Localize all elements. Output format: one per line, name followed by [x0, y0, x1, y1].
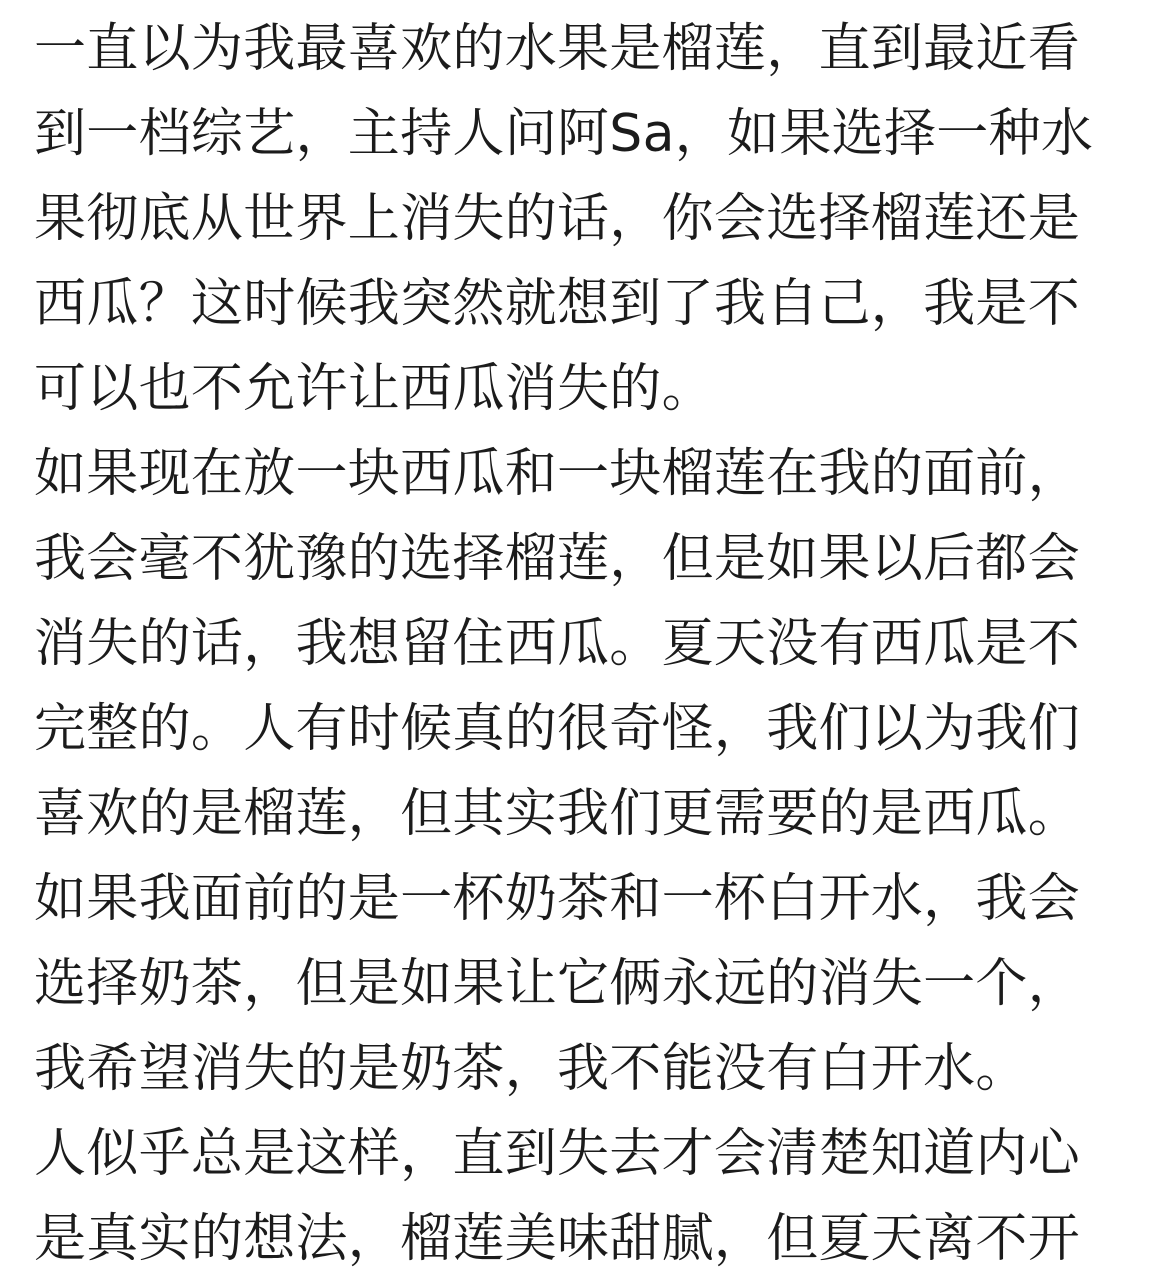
text-line: 人似乎总是这样，直到失去才会清楚知道内心: [34, 1124, 1081, 1184]
text-line: 可以也不允许让西瓜消失的。: [34, 359, 714, 419]
text-line: 选择奶茶，但是如果让它俩永远的消失一个，: [34, 954, 1081, 1014]
text-line: 我希望消失的是奶茶，我不能没有白开水。: [34, 1039, 1028, 1099]
text-line: 喜欢的是榴莲，但其实我们更需要的是西瓜。: [34, 784, 1081, 844]
text-line: 西瓜？这时候我突然就想到了我自己，我是不: [34, 274, 1081, 334]
text-line: 如果我面前的是一杯奶茶和一杯白开水，我会: [34, 869, 1081, 929]
text-line: 消失的话，我想留住西瓜。夏天没有西瓜是不: [34, 614, 1081, 674]
text-line: 果彻底从世界上消失的话，你会选择榴莲还是: [34, 189, 1081, 249]
text-line: 到一档综艺，主持人问阿Sa，如果选择一种水: [34, 104, 1094, 164]
text-line: 是真实的想法，榴莲美味甜腻，但夏天离不开: [34, 1209, 1081, 1269]
article-text: [34, 0, 1144, 1282]
text-line: 我会毫不犹豫的选择榴莲，但是如果以后都会: [34, 529, 1081, 589]
text-line: 完整的。人有时候真的很奇怪，我们以为我们: [34, 699, 1081, 759]
text-line: 如果现在放一块西瓜和一块榴莲在我的面前，: [34, 444, 1081, 504]
text-line: 一直以为我最喜欢的水果是榴莲，直到最近看: [34, 19, 1081, 79]
